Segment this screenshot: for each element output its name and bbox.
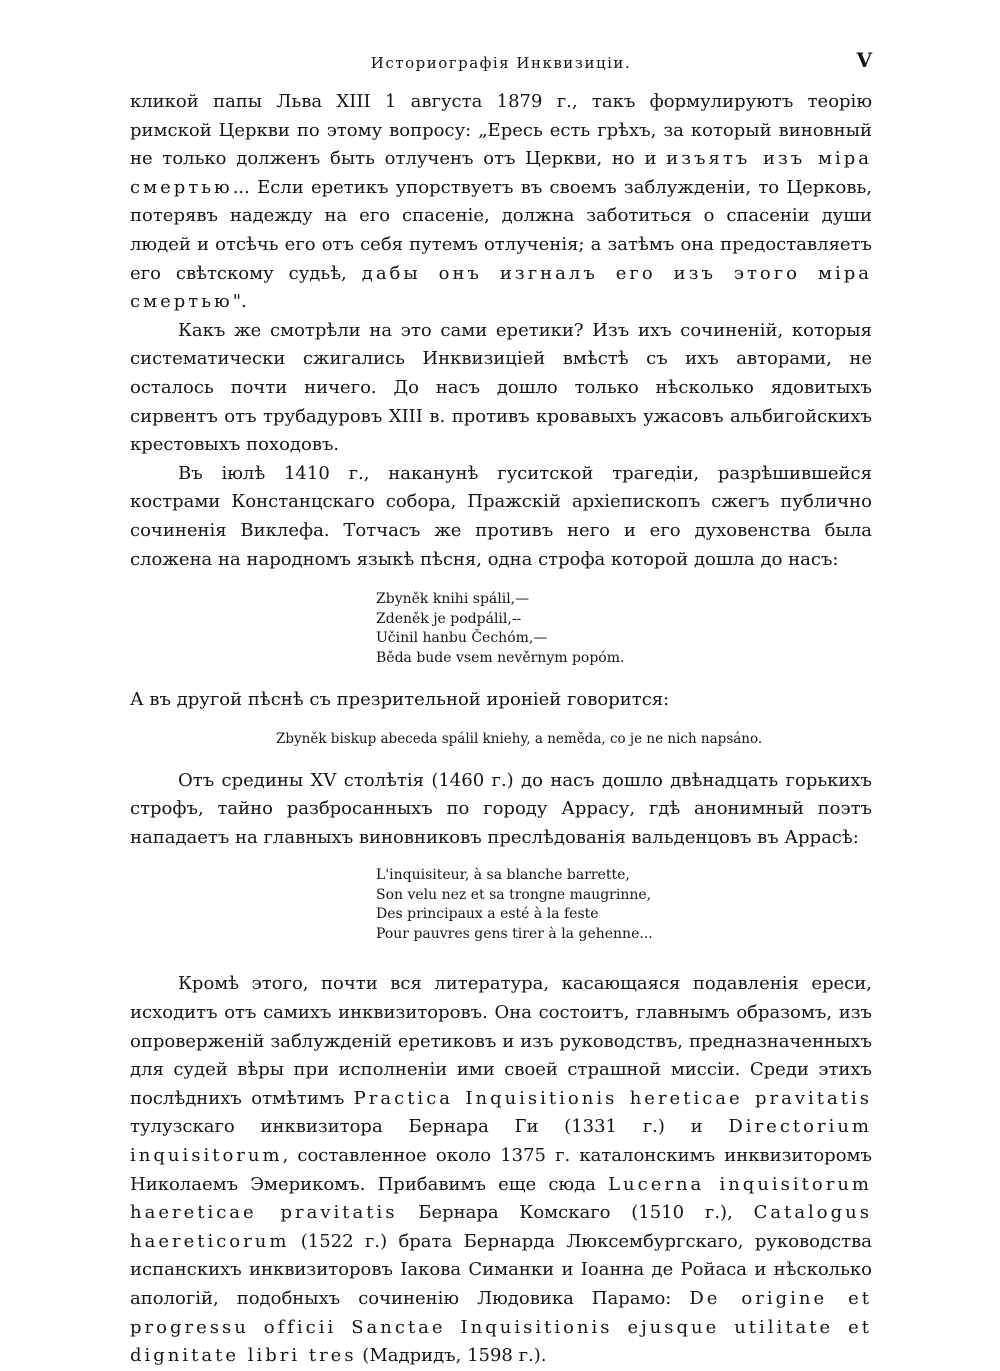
czech-verse [376,590,872,668]
spaced-text: изъятъ изъ міра смертью [130,148,872,198]
verse-line: Son velu nez et sa trongne maugrinne, [376,886,652,903]
running-title: Историографія Инквизиціи. [370,54,632,72]
latin-title: Directorium inquisitorum [130,1116,872,1167]
paragraph-2: Какъ же смотрѣли на это сами еретики? Изъ ихъ сочиненій, которыя систематически сжигались Инквизиціей вмѣстѣ съ ихъ авторами, не осталось почти ничего. До насъ дошло только нѣсколько ядовитыхъ сирвентъ отъ трубадуровъ XIII в. противъ кровавыхъ ужасовъ альбигойскихъ крестовыхъ походовъ. [130,319,872,456]
page-number: V [856,48,872,72]
verse-line: Zbyněk knihi spálil,— [376,591,530,608]
verse-line: L'inquisiteur, à sa blanche barrette, [376,867,630,884]
verse-line: Učinil hanbu Čechóm,— [376,630,548,647]
paragraph-1: кликой папы Льва XIII 1 августа 1879 г., такъ формулируютъ теорію римской Церкви по этому вопросу: „Ересь есть грѣхъ, за который виновный не только долженъ быть отлученъ отъ Церкви, но и изъятъ изъ міра смертью... Если еретикъ упорствуетъ въ своемъ заблужденіи, то Церковь, потерявъ надежду на его спасеніе, должна заботиться о спасеніи души людей и отсѣчь его отъ себя путемъ отлученія; а затѣмъ она предоставляетъ его свѣтскому судьѣ, дабы онъ изгналъ его изъ этого міра смертью". [130,91,872,313]
paragraph-6: Кромѣ этого, почти вся литература, касающаяся подавленія ереси, исходитъ отъ самихъ инквизиторовъ. Она состоитъ, главнымъ образомъ, изъ опроверженій заблужденій еретиковъ и изъ руководствъ, предназначенныхъ для судей вѣры при исполненіи ими своей страшной миссіи. Среди этихъ послѣднихъ отмѣтимъ Practica Inquisitionis hereticae pravitatis тулузскаго инквизитора Бернара Ги (1331 г.) и Directorium inquisitorum, составленное около 1375 г. каталонскимъ инквизиторомъ Николаемъ Эмерикомъ. Прибавимъ еще сюда Lucerna inquisitorum haereticae pravitatis Бернара Комскаго (1510 г.), Catalogus haereticorum (1522 г.) брата Бернарда Люксембургскаго, руководства испанскихъ инквизиторовъ Іакова Симанки и Іоанна де Ройаса и нѣсколько апологій, подобныхъ сочиненію Людовика Парамо: De origine et progressu officii Sanctae Inquisitionis ejusque utilitate et dignitate libri tres (Мадридъ, 1598 г.). [130,973,873,1367]
paragraph-3: Въ іюлѣ 1410 г., наканунѣ гуситской трагедіи, разрѣшившейся кострами Констанцскаго собора, Пражскій архіепископъ сжегъ публично сочиненія Виклефа. Тотчасъ же противъ него и его духовенства была сложена на народномъ языкѣ пѣсня, одна строфа которой дошла до насъ: [130,462,872,570]
french-verse [376,866,872,944]
latin-title: Lucerna inquisitorum haereticae pravitatis [130,1173,873,1224]
paragraph-4: А въ другой пѣснѣ съ презрительной ироніей говорится: [130,689,670,711]
czech-quote: Zbyněk biskup abeceda spálil kniehy, a neměda, co je ne nich napsáno. [276,730,763,747]
verse-line: Běda bude vsem nevěrnym popóm. [376,649,625,666]
latin-title: Catalogus haereticorum [130,1202,872,1252]
latin-title: De origine et progressu officii Sanctae Inquisitionis ejusque utilitate et dignitate libri tres [130,1288,872,1367]
page-body [130,88,872,1371]
verse-line: Pour pauvres gens tirer à la gehenne... [376,925,653,942]
verse-line: Des principaux a esté à la feste [376,906,599,923]
verse-line: Zdeněk je podpálil,-- [376,610,522,627]
spaced-text: дабы онъ изгналъ его изъ этого міра смертью [130,262,872,313]
latin-title: Practica Inquisitionis hereticae pravitatis [353,1087,872,1109]
paragraph-5: Отъ средины XV столѣтія (1460 г.) до насъ дошло двѣнадцать горькихъ строфъ, тайно разбросанныхъ по городу Аррасу, гдѣ анонимный поэтъ нападаетъ на главныхъ виновниковъ преслѣдованія вальденцовъ въ Аррасѣ: [130,769,872,848]
running-header [130,48,872,78]
